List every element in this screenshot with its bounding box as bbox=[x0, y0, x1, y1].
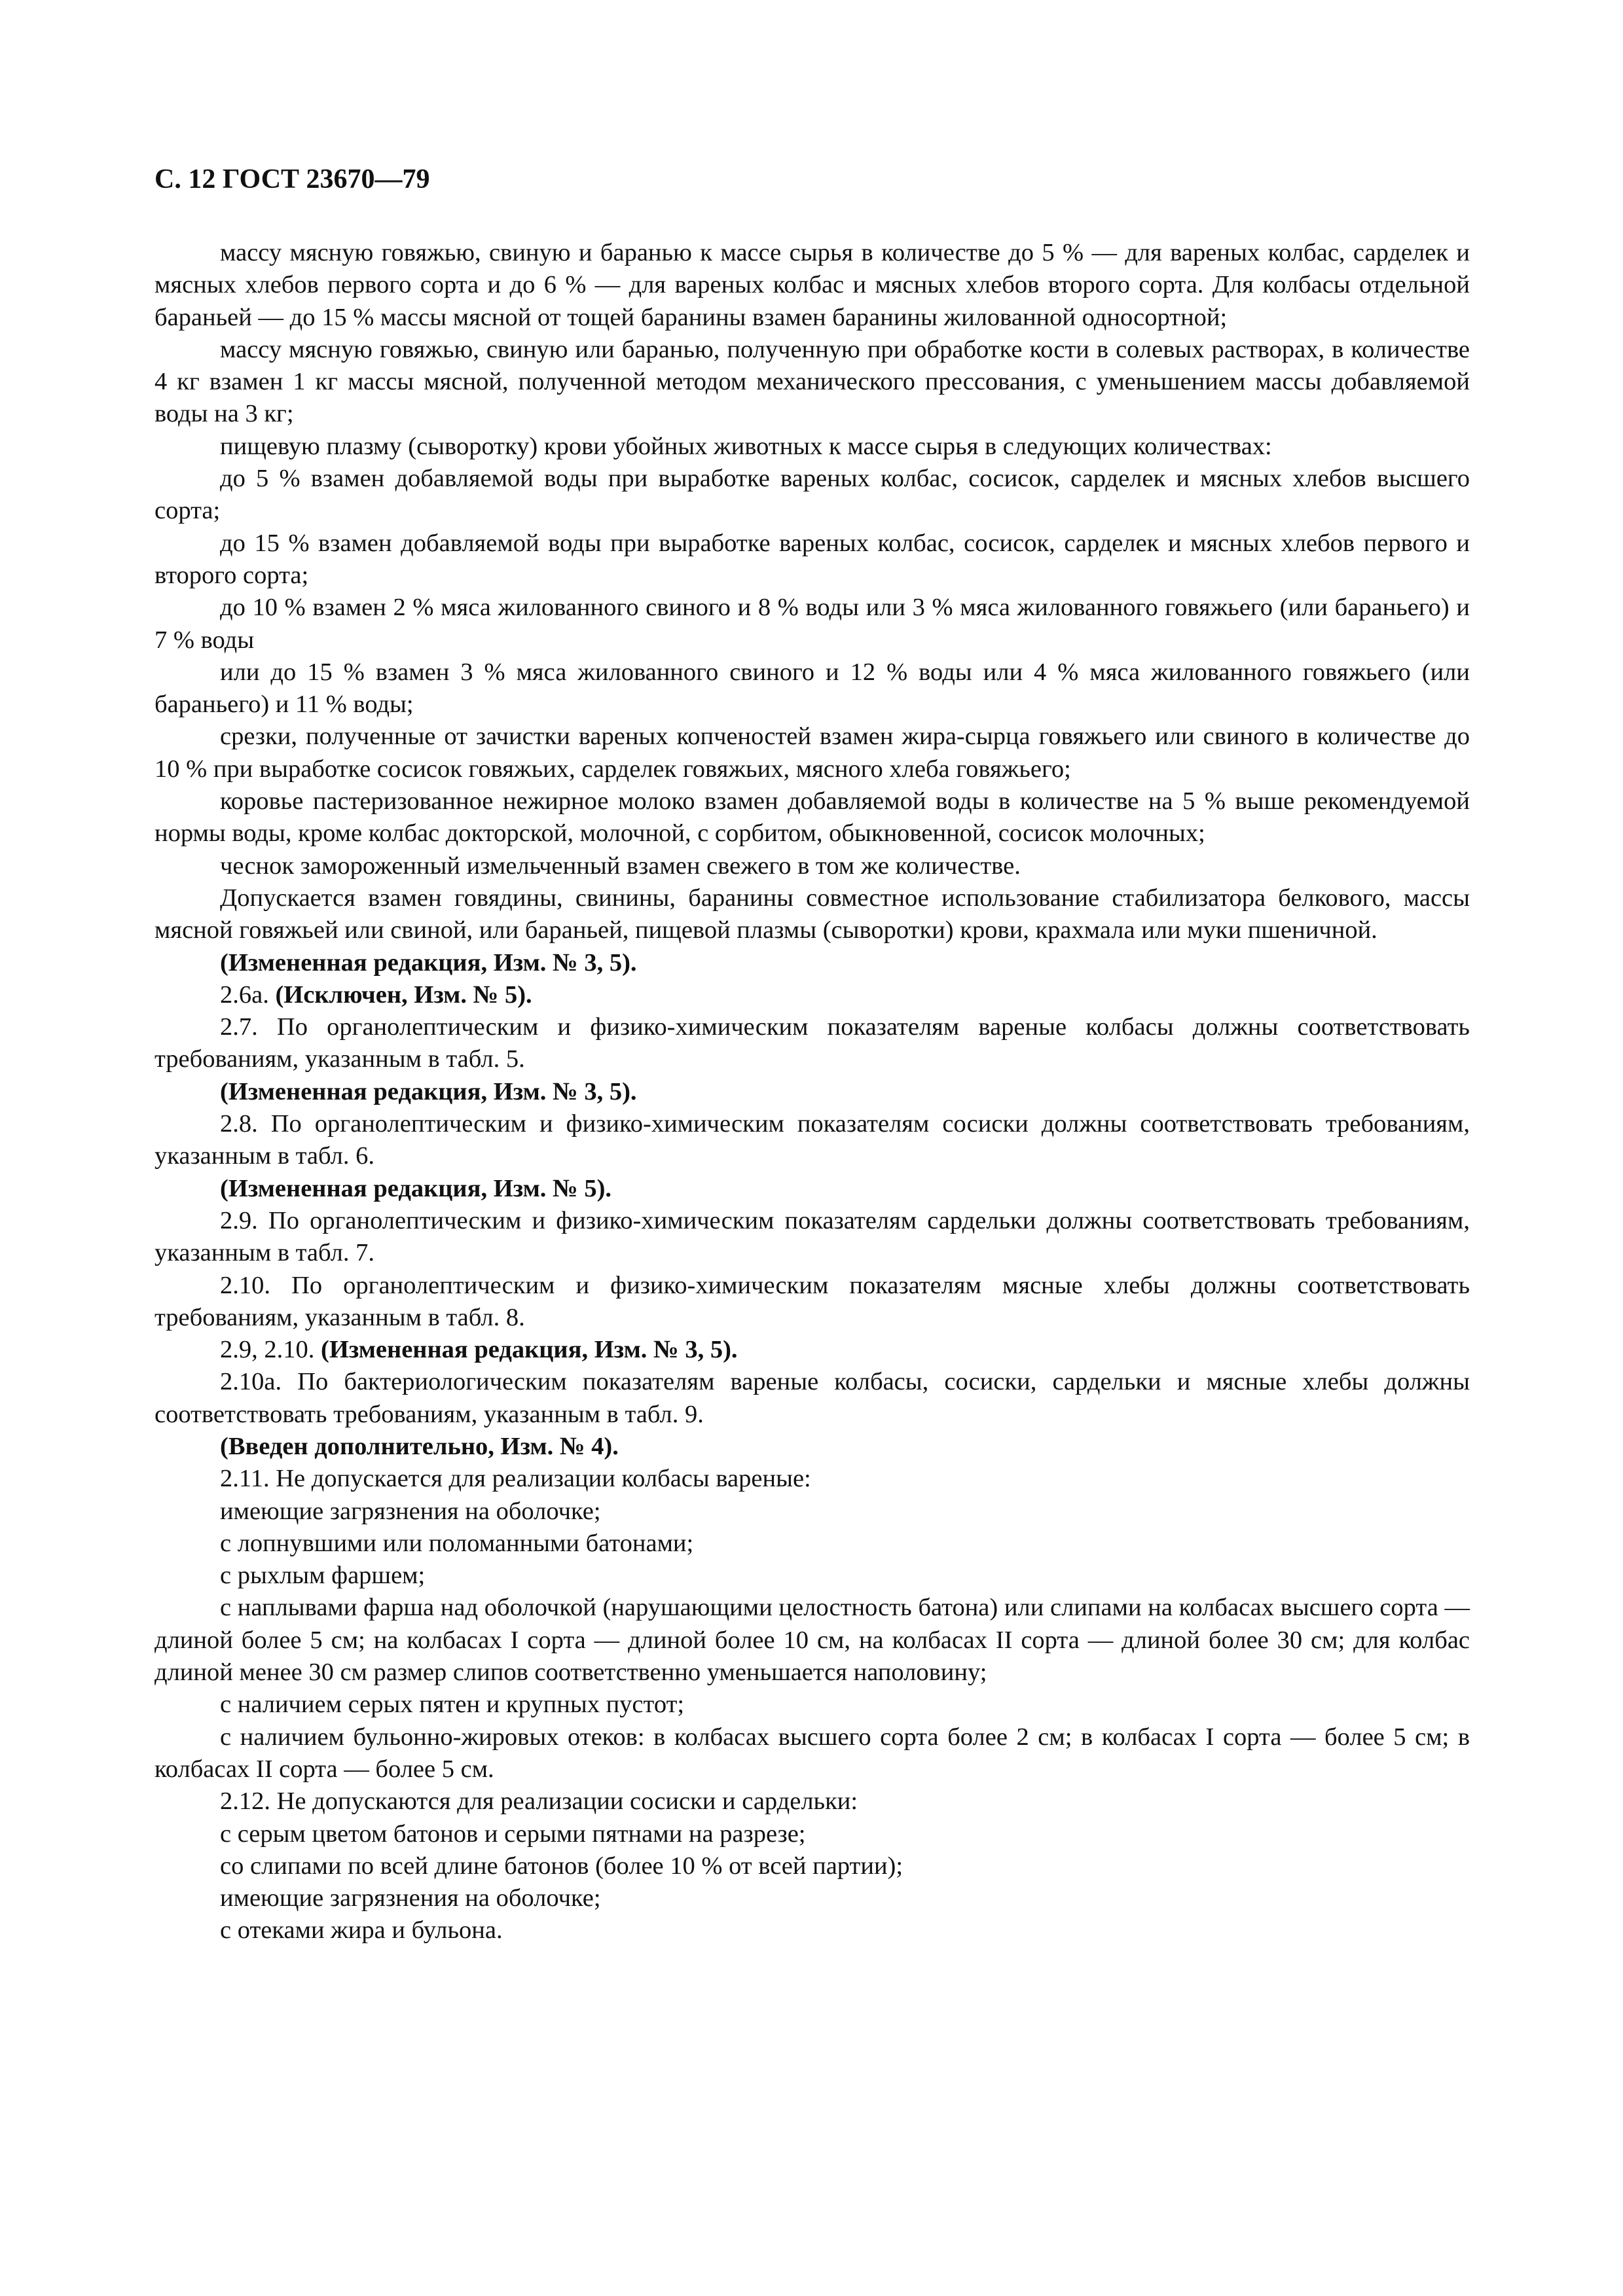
paragraph: с отеками жира и бульона. bbox=[220, 1916, 503, 1945]
paragraph: срезки, полученные от зачистки вареных копченостей взамен жира-сырца говяжьего или свиного в количестве до 10 % при выработке сосисок говяжьих, сарделек говяжьих, мясного хлеба говяжьего; bbox=[155, 723, 1470, 783]
paragraph: или до 15 % взамен 3 % мяса жилованного свиного и 12 % воды или 4 % мяса жилованного говяжьего (или бараньего) и 11 % воды; bbox=[155, 658, 1470, 719]
amendment-note: (Измененная редакция, Изм. № 3, 5). bbox=[220, 948, 637, 977]
paragraph: с лопнувшими или поломанными батонами; bbox=[220, 1529, 694, 1557]
amendment-note: (Измененная редакция, Изм. № 3, 5). bbox=[321, 1336, 738, 1364]
amendment-note: (Исключен, Изм. № 5). bbox=[275, 980, 532, 1009]
paragraph: имеющие загрязнения на оболочке; bbox=[220, 1884, 601, 1912]
paragraph: со слипами по всей длине батонов (более 10 % от всей партии); bbox=[220, 1852, 903, 1880]
paragraph: с наплывами фарша над оболочкой (нарушающими целостность батона) или слипами на колбасах высшего сорта — длиной более 5 см; на колбасах I сорта — длиной более 10 см, на колбасах II сорта — длиной более 30 см; для колбас длиной менее 30 см размер слипов соответственно уменьшается наполовину; bbox=[155, 1594, 1470, 1687]
paragraph: 2.10. По органолептическим и физико-химическим показателям мясные хлебы должны соответствовать требованиям, указанным в табл. 8. bbox=[155, 1271, 1470, 1331]
paragraph-number: 2.6а. bbox=[220, 980, 276, 1009]
paragraph: 2.8. По органолептическим и физико-химическим показателям сосиски должны соответствовать требованиям, указанным в табл. 6. bbox=[155, 1110, 1470, 1170]
document-body bbox=[155, 237, 1470, 1947]
paragraph: 2.10а. По бактериологическим показателям вареные колбасы, сосиски, сардельки и мясные хлебы должны соответствовать требованиям, указанным в табл. 9. bbox=[155, 1368, 1470, 1428]
paragraph: с наличием бульонно-жировых отеков: в колбасах высшего сорта более 2 см; в колбасах I сорта — более 5 см; в колбасах II сорта — более 5 см. bbox=[155, 1723, 1470, 1783]
paragraph bbox=[155, 979, 1470, 1011]
amendment-note: (Измененная редакция, Изм. № 3, 5). bbox=[220, 1077, 637, 1105]
paragraph: коровье пастеризованное нежирное молоко взамен добавляемой воды в количестве на 5 % выше рекомендуемой нормы воды, кроме колбас докторской, молочной, с сорбитом, обыкновенной, сосисок молочных; bbox=[155, 787, 1470, 848]
paragraph: пищевую плазму (сыворотку) крови убойных животных к массе сырья в следующих количествах: bbox=[220, 432, 1272, 460]
paragraph: массу мясную говяжью, свиную и баранью к массе сырья в количестве до 5 % — для вареных колбас, сарделек и мясных хлебов первого сорта и до 6 % — для вареных колбас и мясных хлебов второго сорта. Для колбасы отдельной бараньей — до 15 % массы мясной от тощей баранины взамен баранины жилованной односортной; bbox=[155, 239, 1470, 331]
page-header: С. 12 ГОСТ 23670—79 bbox=[155, 164, 430, 194]
paragraph: 2.7. По органолептическим и физико-химическим показателям вареные колбасы должны соответствовать требованиям, указанным в табл. 5. bbox=[155, 1013, 1470, 1073]
paragraph: до 15 % взамен добавляемой воды при выработке вареных колбас, сосисок, сарделек и мясных хлебов первого и второго сорта; bbox=[155, 529, 1470, 589]
paragraph bbox=[155, 1334, 1470, 1366]
paragraph: чеснок замороженный измельченный взамен свежего в том же количестве. bbox=[220, 852, 1021, 880]
paragraph: 2.12. Не допускаются для реализации сосиски и сардельки: bbox=[220, 1787, 858, 1816]
paragraph: до 10 % взамен 2 % мяса жилованного свиного и 8 % воды или 3 % мяса жилованного говяжьего (или бараньего) и 7 % воды bbox=[155, 594, 1470, 654]
paragraph: Допускается взамен говядины, свинины, баранины совместное использование стабилизатора белкового, массы мясной говяжьей или свиной, или бараньей, пищевой плазмы (сыворотки) крови, крахмала или муки пшеничной. bbox=[155, 884, 1470, 944]
paragraph: имеющие загрязнения на оболочке; bbox=[220, 1497, 601, 1525]
paragraph: массу мясную говяжью, свиную или баранью, полученную при обработке кости в солевых растворах, в количестве 4 кг взамен 1 кг массы мясной, полученной методом механического прессования, с уменьшением массы добавляемой воды на 3 кг; bbox=[155, 335, 1470, 428]
paragraph: 2.11. Не допускается для реализации колбасы вареные: bbox=[220, 1465, 811, 1493]
paragraph: с серым цветом батонов и серыми пятнами на разрезе; bbox=[220, 1820, 806, 1848]
paragraph: с наличием серых пятен и крупных пустот; bbox=[220, 1691, 685, 1719]
paragraph: 2.9. По органолептическим и физико-химическим показателям сардельки должны соответствовать требованиям, указанным в табл. 7. bbox=[155, 1206, 1470, 1267]
paragraph: до 5 % взамен добавляемой воды при выработке вареных колбас, сосисок, сарделек и мясных хлебов высшего сорта; bbox=[155, 465, 1470, 525]
amendment-note: (Введен дополнительно, Изм. № 4). bbox=[220, 1432, 619, 1460]
paragraph-number: 2.9, 2.10. bbox=[220, 1336, 321, 1364]
paragraph: с рыхлым фаршем; bbox=[220, 1562, 426, 1590]
amendment-note: (Измененная редакция, Изм. № 5). bbox=[220, 1174, 612, 1202]
